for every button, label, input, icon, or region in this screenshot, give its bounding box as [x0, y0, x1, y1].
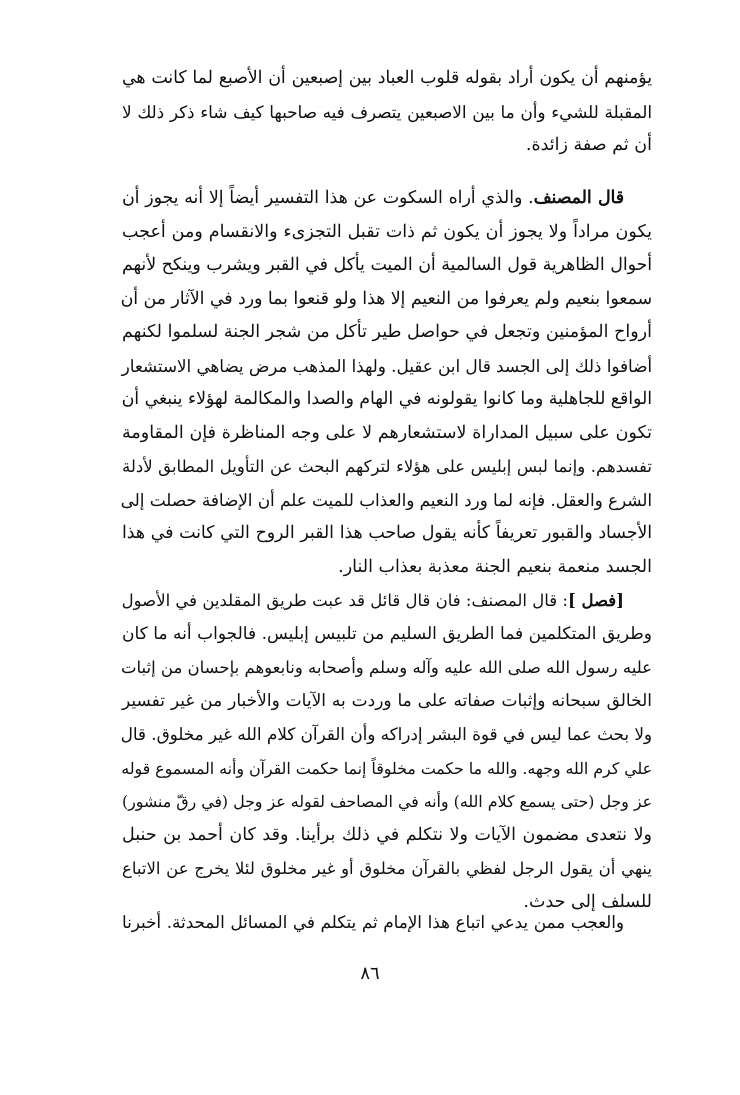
section-heading: [فصل ]: [567, 591, 624, 610]
text-line: ولا بحث عما ليس في قوة البشر إدراكه وأن القرآن كلام الله غير مخلوق. قال: [120, 724, 652, 744]
text-line: الشرع والعقل. فإنه لما ورد النعيم والعذاب للميت علم أن الإضافة حصلت إلى: [120, 489, 652, 510]
text-line: تفسدهم. وإنما لبس إبليس على هؤلاء لتركهم البحث عن التأويل المطابق لأدلة: [122, 457, 652, 476]
text-line: يكون مراداً ولا يجوز أن يكون ثم ذات تقبل التجزىء والانقسام ومن أعجب: [122, 221, 652, 242]
text-line: [فصل ]: قال المصنف: فان قال قائل قد عبت طريق المقلدين في الأصول: [121, 591, 624, 610]
text-line: أحوال الظاهرية قول السالمية أن الميت يأكل في القبر ويشرب وينكح لأنهم: [122, 255, 652, 275]
text-line: أضافوا ذلك إلى الجسد قال ابن عقيل. ولهذا المذهب مرض يضاهي الاستشعار: [121, 355, 652, 376]
text-line: الواقع للجاهلية وما كانوا يقولونه في الهام والصدا والمكالمة لهؤلاء ينبغي أن: [121, 389, 652, 409]
text-line: الخالق سبحانه وإثبات صفاته على ما وردت به الآيات والأخبار من غير تفسير: [122, 690, 652, 711]
text-line: للسلف إلى حدث.: [523, 891, 652, 912]
text-line: عز وجل (حتى يسمع كلام الله) وأنه في المصاحف لقوله عز وجل (في رقّ منشور): [122, 792, 652, 811]
text-line: المقبلة للشيء وأن ما بين الاصبعين يتصرف فيه صاحبها كيف شاء ذكر ذلك لا: [122, 101, 652, 122]
paragraph-lead: قال المصنف: [533, 188, 624, 208]
page-number: ٨٦: [360, 963, 380, 984]
paragraph-4: [122, 906, 652, 940]
text-line: قال المصنف. والذي أراه السكوت عن هذا التفسير أيضاً إلا أنه يجوز أن: [122, 188, 624, 208]
text-line: سمعوا بنعيم ولم يعرفوا من النعيم إلا هذا ولو قنعوا بما ورد في الآثار من أن: [120, 288, 652, 309]
paragraph-3: [122, 584, 652, 919]
paragraph-2: [122, 182, 652, 584]
text-line: أن ثم صفة زائدة.: [525, 135, 652, 155]
text-line: وطريق المتكلمين فما الطريق السليم من تلبيس إبليس. فالجواب أنه ما كان: [122, 623, 652, 644]
text-line: علي كرم الله وجهه. والله ما حكمت مخلوقاً إنما حكمت القرآن وأنه المسموع قوله: [121, 758, 652, 778]
text-line: والعجب ممن يدعي اتباع هذا الإمام ثم يتكلم في المسائل المحدثة. أخبرنا: [122, 912, 624, 932]
text-line: ولا نتعدى مضمون الآيات ولا نتكلم في ذلك برأينا. وقد كان أحمد بن حنبل: [122, 824, 652, 845]
paragraph-1: [122, 62, 652, 163]
text-line: ينهي أن يقول الرجل لفظي بالقرآن مخلوق أو غير مخلوق لئلا يخرج عن الاتباع: [122, 859, 652, 878]
text-line: أرواح المؤمنين وتجعل في حواصل طير تأكل من شجر الجنة لسلموا لكنهم: [122, 322, 652, 342]
text-line: الأجساد والقبور تعريفاً كأنه يقول صاحب هذا القبر الروح التي كانت في هذا: [122, 523, 652, 543]
text-line: عليه رسول الله صلى الله عليه وآله وسلم وأصحابه ونابعوهم بإحسان من إثبات: [120, 658, 652, 677]
text-line: تكون على سبيل المداراة لاستشعارهم لا على وجه المناظرة فإن المقاومة: [122, 422, 652, 443]
text-line: الجسد منعمة بنعيم الجنة معذبة بعذاب النار.: [338, 556, 652, 577]
text-line: يؤمنهم أن يكون أراد بقوله قلوب العباد بين إصبعين أن الأصبع لما كانت هي: [122, 68, 652, 88]
